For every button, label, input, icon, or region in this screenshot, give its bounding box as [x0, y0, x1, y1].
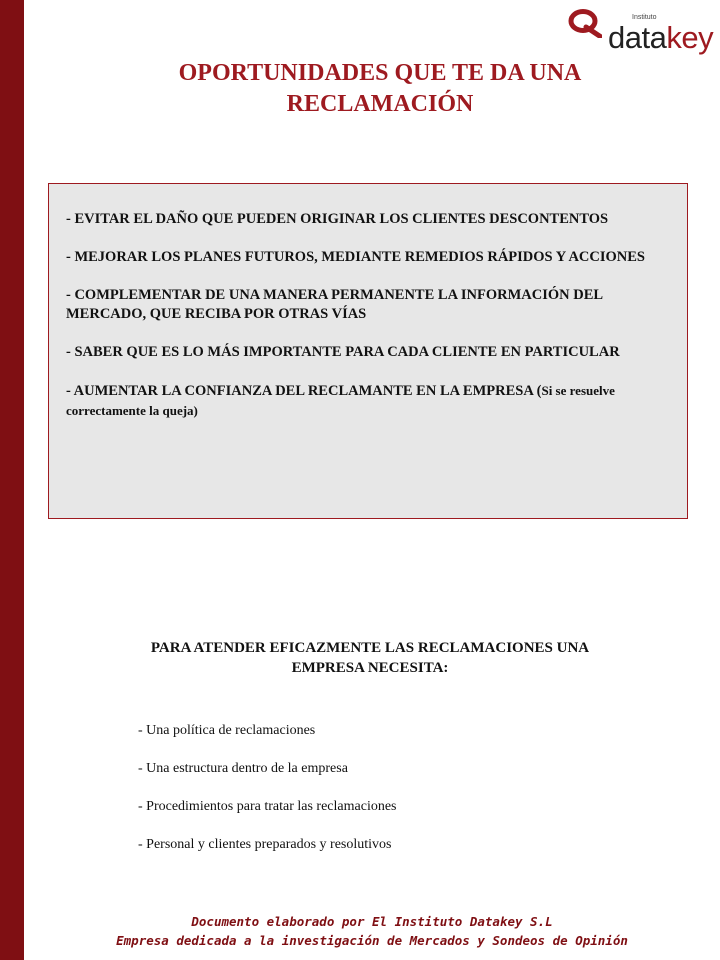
need-item: - Procedimientos para tratar las reclamaciones — [138, 799, 397, 814]
logo-word-data: data — [608, 20, 667, 55]
opportunity-item: - EVITAR EL DAÑO QUE PUEDEN ORIGINAR LOS CLIENTES DESCONTENTOS — [66, 211, 609, 227]
opportunities-list — [66, 210, 676, 440]
logo-wordmark — [608, 22, 713, 53]
opportunities-box — [48, 183, 688, 519]
section-heading-line-2: EMPRESA NECESITA: — [291, 660, 449, 676]
datakey-logo — [568, 8, 716, 56]
opportunity-item — [66, 381, 676, 421]
opportunity-text: - AUMENTAR LA CONFIANZA DEL RECLAMANTE EN LA EMPRESA ( — [66, 383, 542, 399]
footer-line-2: Empresa dedicada a la investigación de Mercados y Sondeos de Opinión — [116, 933, 628, 948]
section-heading — [80, 638, 660, 678]
opportunity-item: - SABER QUE ES LO MÁS IMPORTANTE PARA CADA CLIENTE EN PARTICULAR — [66, 344, 620, 360]
opportunity-item: - COMPLEMENTAR DE UNA MANERA PERMANENTE LA INFORMACIÓN DEL MERCADO, QUE RECIBA POR OTRAS VÍAS — [66, 287, 603, 322]
need-item: - Personal y clientes preparados y resolutivos — [138, 837, 392, 852]
footer-line-1: Documento elaborado por El Instituto Datakey S.L — [191, 914, 553, 929]
opportunity-note: Si se resuelve correctamente la queja) — [66, 383, 615, 418]
page-title-line-2: RECLAMACIÓN — [286, 91, 474, 117]
need-item: - Una estructura dentro de la empresa — [138, 761, 348, 776]
logo-word-key: key — [666, 20, 714, 55]
q-swoosh-icon — [568, 8, 602, 38]
section-heading-line-1: PARA ATENDER EFICAZMENTE LAS RECLAMACIONES UNA — [150, 640, 590, 656]
logo-small-text: Instituto — [632, 14, 657, 21]
opportunity-item: - MEJORAR LOS PLANES FUTUROS, MEDIANTE REMEDIOS RÁPIDOS Y ACCIONES — [66, 249, 645, 265]
footer — [24, 912, 720, 950]
needs-list — [138, 722, 397, 874]
need-item: - Una política de reclamaciones — [138, 723, 316, 738]
page-title-line-1: OPORTUNIDADES QUE TE DA UNA — [178, 60, 582, 86]
left-sidebar-bar — [0, 0, 24, 960]
page-title — [110, 58, 650, 120]
